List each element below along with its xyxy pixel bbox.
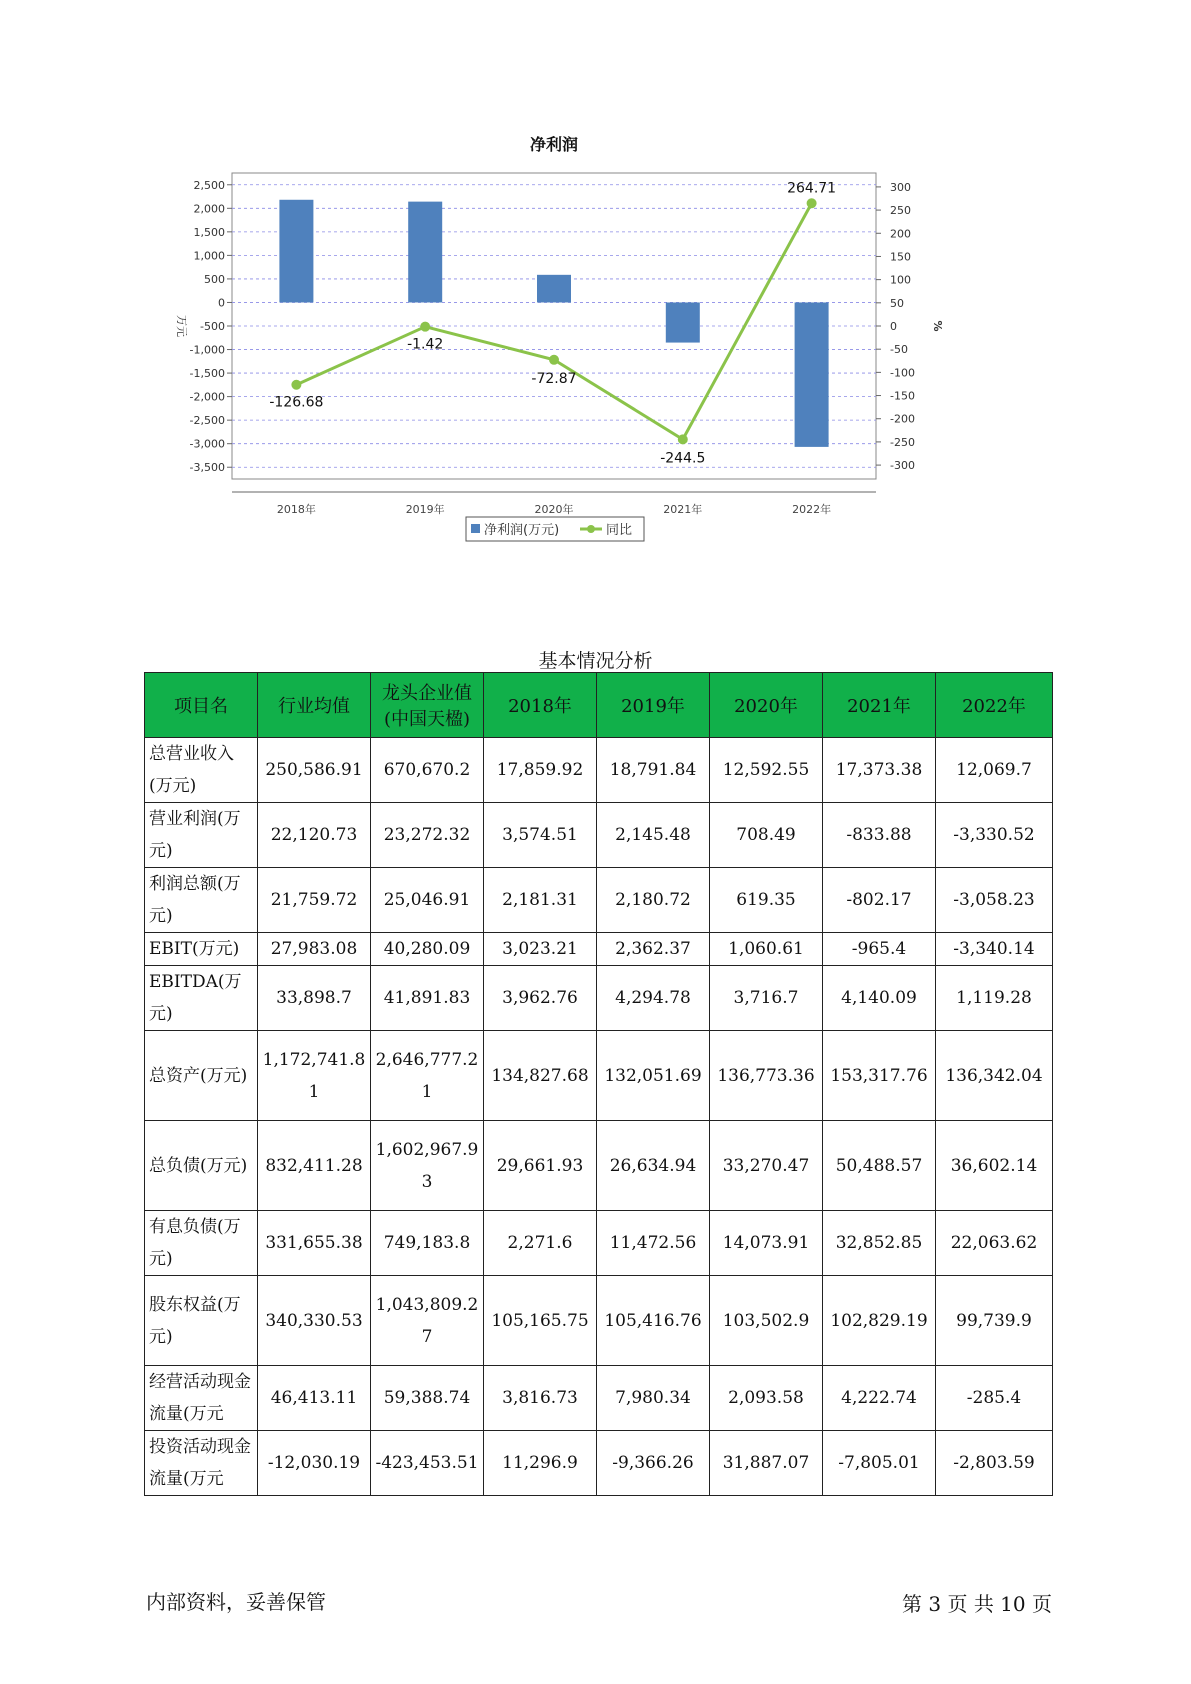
table-cell: -423,453.51 [371,1431,484,1496]
bar [408,202,442,303]
y-axis-label: 万元 [175,315,188,337]
yoy-point [549,355,559,365]
row-label: 经营活动现金流量(万元 [145,1366,258,1431]
row-label: 总营业收入(万元) [145,738,258,803]
table-header-cell: 2021年 [823,673,936,738]
table-cell: 3,574.51 [484,803,597,868]
x-tick-label: 2021年 [663,503,703,516]
row-label: 股东权益(万元) [145,1276,258,1366]
table-row [145,1031,1053,1121]
table-cell: 22,063.62 [936,1211,1053,1276]
table-cell: 23,272.32 [371,803,484,868]
data-label: -126.68 [269,394,324,411]
yoy-point [291,380,301,390]
table-cell: 4,222.74 [823,1366,936,1431]
table-row [145,1366,1053,1431]
table-header-cell: 2019年 [597,673,710,738]
table-cell: -285.4 [936,1366,1053,1431]
table-cell: 4,294.78 [597,966,710,1031]
footer-confidential: 内部资料，妥善保管 [146,1590,326,1614]
table-cell: 12,592.55 [710,738,823,803]
y-tick-label: 2,000 [193,202,225,216]
table-cell: 32,852.85 [823,1211,936,1276]
bar [795,302,829,446]
table-cell: 11,296.9 [484,1431,597,1496]
table-header-cell: 2022年 [936,673,1053,738]
table-cell: 3,962.76 [484,966,597,1031]
yoy-point [678,434,688,444]
y-tick-label: 2,500 [193,178,225,192]
legend-swatch-bar [471,524,480,533]
table-cell: 136,342.04 [936,1031,1053,1121]
table-cell: 59,388.74 [371,1366,484,1431]
table-cell: 4,140.09 [823,966,936,1031]
footer-page-number: 第 3 页 共 10 页 [902,1592,1052,1616]
table-cell: 3,816.73 [484,1366,597,1431]
table-cell: 31,887.07 [710,1431,823,1496]
x-tick-label: 2019年 [405,503,445,516]
y2-tick-label: -250 [890,435,915,449]
table-cell: 134,827.68 [484,1031,597,1121]
y2-tick-label: 100 [890,273,911,287]
table-cell: -3,340.14 [936,933,1053,966]
table-cell: 14,073.91 [710,1211,823,1276]
table-cell: 99,739.9 [936,1276,1053,1366]
table-row [145,738,1053,803]
bar [279,200,313,303]
table-cell: 2,145.48 [597,803,710,868]
table-cell: 12,069.7 [936,738,1053,803]
yoy-point [420,322,430,332]
y-tick-label: 1,500 [193,225,225,239]
table-row [145,1211,1053,1276]
table-cell: 33,270.47 [710,1121,823,1211]
table-header-cell: 项目名 [145,673,258,738]
table-cell: 18,791.84 [597,738,710,803]
row-label: 投资活动现金流量(万元 [145,1431,258,1496]
table-cell: 105,165.75 [484,1276,597,1366]
table-cell: 40,280.09 [371,933,484,966]
table-cell: 331,655.38 [258,1211,371,1276]
table-row [145,1276,1053,1366]
table-cell: 340,330.53 [258,1276,371,1366]
row-label: 利润总额(万元) [145,868,258,933]
table-cell: 1,043,809.27 [371,1276,484,1366]
table-cell: 1,060.61 [710,933,823,966]
table-row [145,1431,1053,1496]
y-tick-label: -3,500 [189,461,225,475]
table-cell: -9,366.26 [597,1431,710,1496]
table-cell: 25,046.91 [371,868,484,933]
y2-tick-label: 250 [890,204,911,218]
table-cell: 29,661.93 [484,1121,597,1211]
y2-tick-label: -200 [890,412,915,426]
legend-swatch-marker [587,525,595,533]
table-cell: 2,093.58 [710,1366,823,1431]
x-tick-label: 2022年 [792,503,832,516]
table-cell: 2,180.72 [597,868,710,933]
data-label: -244.5 [660,450,706,467]
chart-svg [150,130,1050,600]
y-tick-label: -2,500 [189,414,225,428]
y2-tick-label: -300 [890,459,915,473]
table-cell: 250,586.91 [258,738,371,803]
yoy-line [296,203,811,439]
table-cell: 50,488.57 [823,1121,936,1211]
table-cell: -7,805.01 [823,1431,936,1496]
y2-tick-label: 200 [890,227,911,241]
y-tick-label: 0 [218,296,225,310]
x-tick-label: 2018年 [276,503,316,516]
table-cell: 619.35 [710,868,823,933]
row-label: 有息负债(万元) [145,1211,258,1276]
table-cell: 17,373.38 [823,738,936,803]
table-header-cell: 行业均值 [258,673,371,738]
y-tick-label: 1,000 [193,249,225,263]
table-cell: 102,829.19 [823,1276,936,1366]
legend-label-bar: 净利润(万元) [484,523,560,538]
bar [537,275,571,303]
table-cell: 3,716.7 [710,966,823,1031]
table-cell: 7,980.34 [597,1366,710,1431]
table-cell: 2,646,777.21 [371,1031,484,1121]
row-label: 营业利润(万元) [145,803,258,868]
y-tick-label: -1,000 [189,343,225,357]
row-label: EBIT(万元) [145,933,258,966]
table-cell: -3,058.23 [936,868,1053,933]
table-cell: 21,759.72 [258,868,371,933]
table-cell: 670,670.2 [371,738,484,803]
table-cell: 46,413.11 [258,1366,371,1431]
x-tick-label: 2020年 [534,503,574,516]
table-cell: 153,317.76 [823,1031,936,1121]
table-title: 基本情况分析 [538,650,653,672]
table-cell: 3,023.21 [484,933,597,966]
legend-label-line: 同比 [606,523,633,538]
y2-axis-label: % [931,320,944,332]
row-label: EBITDA(万元) [145,966,258,1031]
y-tick-label: 500 [204,272,225,286]
y2-tick-label: -50 [890,343,908,357]
table-cell: 708.49 [710,803,823,868]
table-header-row [145,673,1053,738]
table-row [145,933,1053,966]
y-tick-label: -2,000 [189,390,225,404]
table-cell: 36,602.14 [936,1121,1053,1211]
y2-tick-label: 50 [890,296,904,310]
table-header-cell: 龙头企业值(中国天楹) [371,673,484,738]
y-tick-label: -3,000 [189,437,225,451]
table-cell: 132,051.69 [597,1031,710,1121]
table-cell: 2,181.31 [484,868,597,933]
table-cell: 1,119.28 [936,966,1053,1031]
table-cell: 22,120.73 [258,803,371,868]
table-row [145,966,1053,1031]
table-cell: -965.4 [823,933,936,966]
table-cell: -2,803.59 [936,1431,1053,1496]
chart-title: 净利润 [529,135,579,154]
table-cell: 41,891.83 [371,966,484,1031]
table-cell: -12,030.19 [258,1431,371,1496]
table-cell: 11,472.56 [597,1211,710,1276]
row-label: 总负债(万元) [145,1121,258,1211]
y2-tick-label: -150 [890,389,915,403]
table-cell: 136,773.36 [710,1031,823,1121]
data-label: -1.42 [407,336,444,353]
table-row [145,1121,1053,1211]
table-cell: -833.88 [823,803,936,868]
y-tick-label: -500 [200,320,225,333]
table-cell: 1,172,741.81 [258,1031,371,1121]
y-tick-label: -1,500 [189,367,225,381]
table-cell: 105,416.76 [597,1276,710,1366]
y2-tick-label: 300 [890,180,911,194]
table-header-cell: 2018年 [484,673,597,738]
table-header-cell: 2020年 [710,673,823,738]
data-label: 264.71 [787,180,837,197]
y2-tick-label: 0 [890,320,897,333]
table-row [145,803,1053,868]
bar [666,302,700,342]
table-cell: -802.17 [823,868,936,933]
y2-tick-label: 150 [890,250,911,264]
row-label: 总资产(万元) [145,1031,258,1121]
table-cell: 1,602,967.93 [371,1121,484,1211]
table-cell: 33,898.7 [258,966,371,1031]
net-profit-chart [150,130,1050,600]
table-cell: -3,330.52 [936,803,1053,868]
table-cell: 103,502.9 [710,1276,823,1366]
yoy-point [807,198,817,208]
table-cell: 749,183.8 [371,1211,484,1276]
table-cell: 832,411.28 [258,1121,371,1211]
table-row [145,868,1053,933]
table-cell: 2,271.6 [484,1211,597,1276]
table-cell: 26,634.94 [597,1121,710,1211]
data-label: -72.87 [531,370,577,387]
table-cell: 27,983.08 [258,933,371,966]
table-cell: 2,362.37 [597,933,710,966]
y2-tick-label: -100 [890,366,915,380]
basic-analysis-table [144,672,1053,1496]
table-cell: 17,859.92 [484,738,597,803]
